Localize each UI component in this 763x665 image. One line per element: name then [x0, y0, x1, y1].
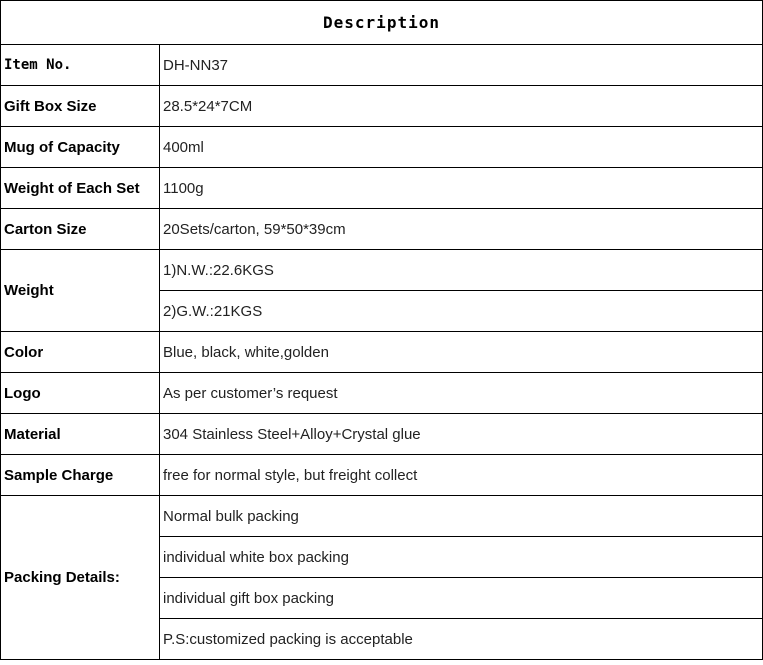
table-row: [1, 209, 763, 250]
table-row: [1, 414, 763, 455]
weight-net-value: 1)N.W.:22.6KGS: [160, 250, 763, 291]
item-no-value: DH-NN37: [160, 45, 763, 86]
table-title: Description: [1, 1, 763, 45]
weight-gross-value: 2)G.W.:21KGS: [160, 291, 763, 332]
weight-each-set-value: 1100g: [160, 168, 763, 209]
weight-label: Weight: [1, 250, 160, 332]
gift-box-size-label: Gift Box Size: [1, 86, 160, 127]
table-row: [1, 373, 763, 414]
packing-details-label: Packing Details:: [1, 496, 160, 660]
mug-capacity-value: 400ml: [160, 127, 763, 168]
table-row: [1, 86, 763, 127]
weight-each-set-label: Weight of Each Set: [1, 168, 160, 209]
table-row: [1, 455, 763, 496]
table-row: [1, 332, 763, 373]
logo-value: As per customer’s request: [160, 373, 763, 414]
sample-charge-value: free for normal style, but freight collect: [160, 455, 763, 496]
sample-charge-label: Sample Charge: [1, 455, 160, 496]
gift-box-size-value: 28.5*24*7CM: [160, 86, 763, 127]
material-value: 304 Stainless Steel+Alloy+Crystal glue: [160, 414, 763, 455]
mug-capacity-label: Mug of Capacity: [1, 127, 160, 168]
item-no-label: Item No.: [1, 45, 160, 86]
packing-option: P.S:customized packing is acceptable: [160, 619, 763, 660]
packing-option: Normal bulk packing: [160, 496, 763, 537]
material-label: Material: [1, 414, 160, 455]
color-label: Color: [1, 332, 160, 373]
table-row: [1, 496, 763, 537]
logo-label: Logo: [1, 373, 160, 414]
carton-size-value: 20Sets/carton, 59*50*39cm: [160, 209, 763, 250]
carton-size-label: Carton Size: [1, 209, 160, 250]
table-row: [1, 127, 763, 168]
packing-option: individual white box packing: [160, 537, 763, 578]
table-row: [1, 168, 763, 209]
table-row: [1, 250, 763, 291]
packing-option: individual gift box packing: [160, 578, 763, 619]
table-header-row: [1, 1, 763, 45]
table-row: [1, 45, 763, 86]
color-value: Blue, black, white,golden: [160, 332, 763, 373]
